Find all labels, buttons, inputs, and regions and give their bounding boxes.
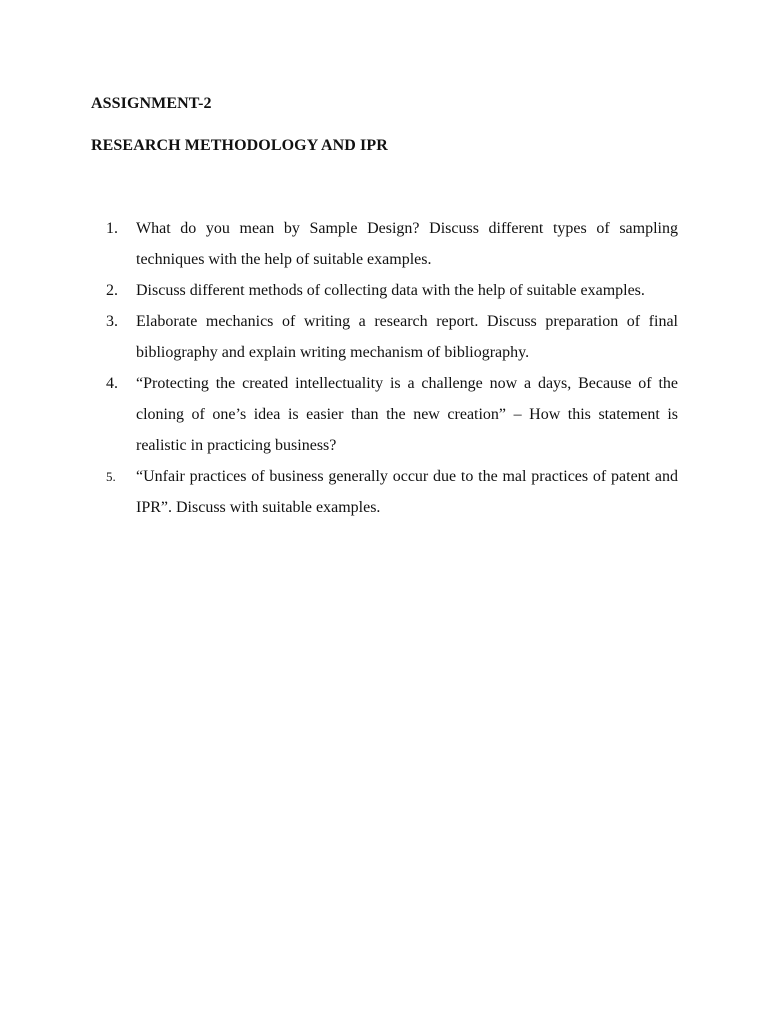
question-list	[106, 213, 678, 523]
question-text-4: “Protecting the created intellectuality is a challenge now a days, Because of the cloning of one’s idea is easier than the new creation” – How this statement is realistic in practicing business?	[136, 375, 678, 454]
question-item-1	[106, 213, 678, 275]
question-item-2	[106, 275, 678, 306]
question-item-5	[106, 461, 678, 523]
question-item-4	[106, 368, 678, 461]
question-text-1: What do you mean by Sample Design? Discuss different types of sampling techniques with the help of suitable examples.	[136, 220, 678, 268]
question-number-2: 2.	[106, 282, 118, 299]
question-number-5: 5.	[106, 469, 116, 484]
question-number-3: 3.	[106, 313, 118, 330]
question-number-1: 1.	[106, 220, 118, 237]
question-item-3	[106, 306, 678, 368]
assignment-title: ASSIGNMENT-2	[91, 95, 212, 112]
question-text-3: Elaborate mechanics of writing a research report. Discuss preparation of final bibliography and explain writing mechanism of bibliography.	[136, 313, 678, 361]
question-number-4: 4.	[106, 375, 118, 392]
course-title: RESEARCH METHODOLOGY AND IPR	[91, 137, 388, 154]
question-text-2: Discuss different methods of collecting data with the help of suitable examples.	[136, 282, 645, 299]
question-text-5: “Unfair practices of business generally occur due to the mal practices of patent and IPR”. Discuss with suitable examples.	[136, 468, 678, 516]
